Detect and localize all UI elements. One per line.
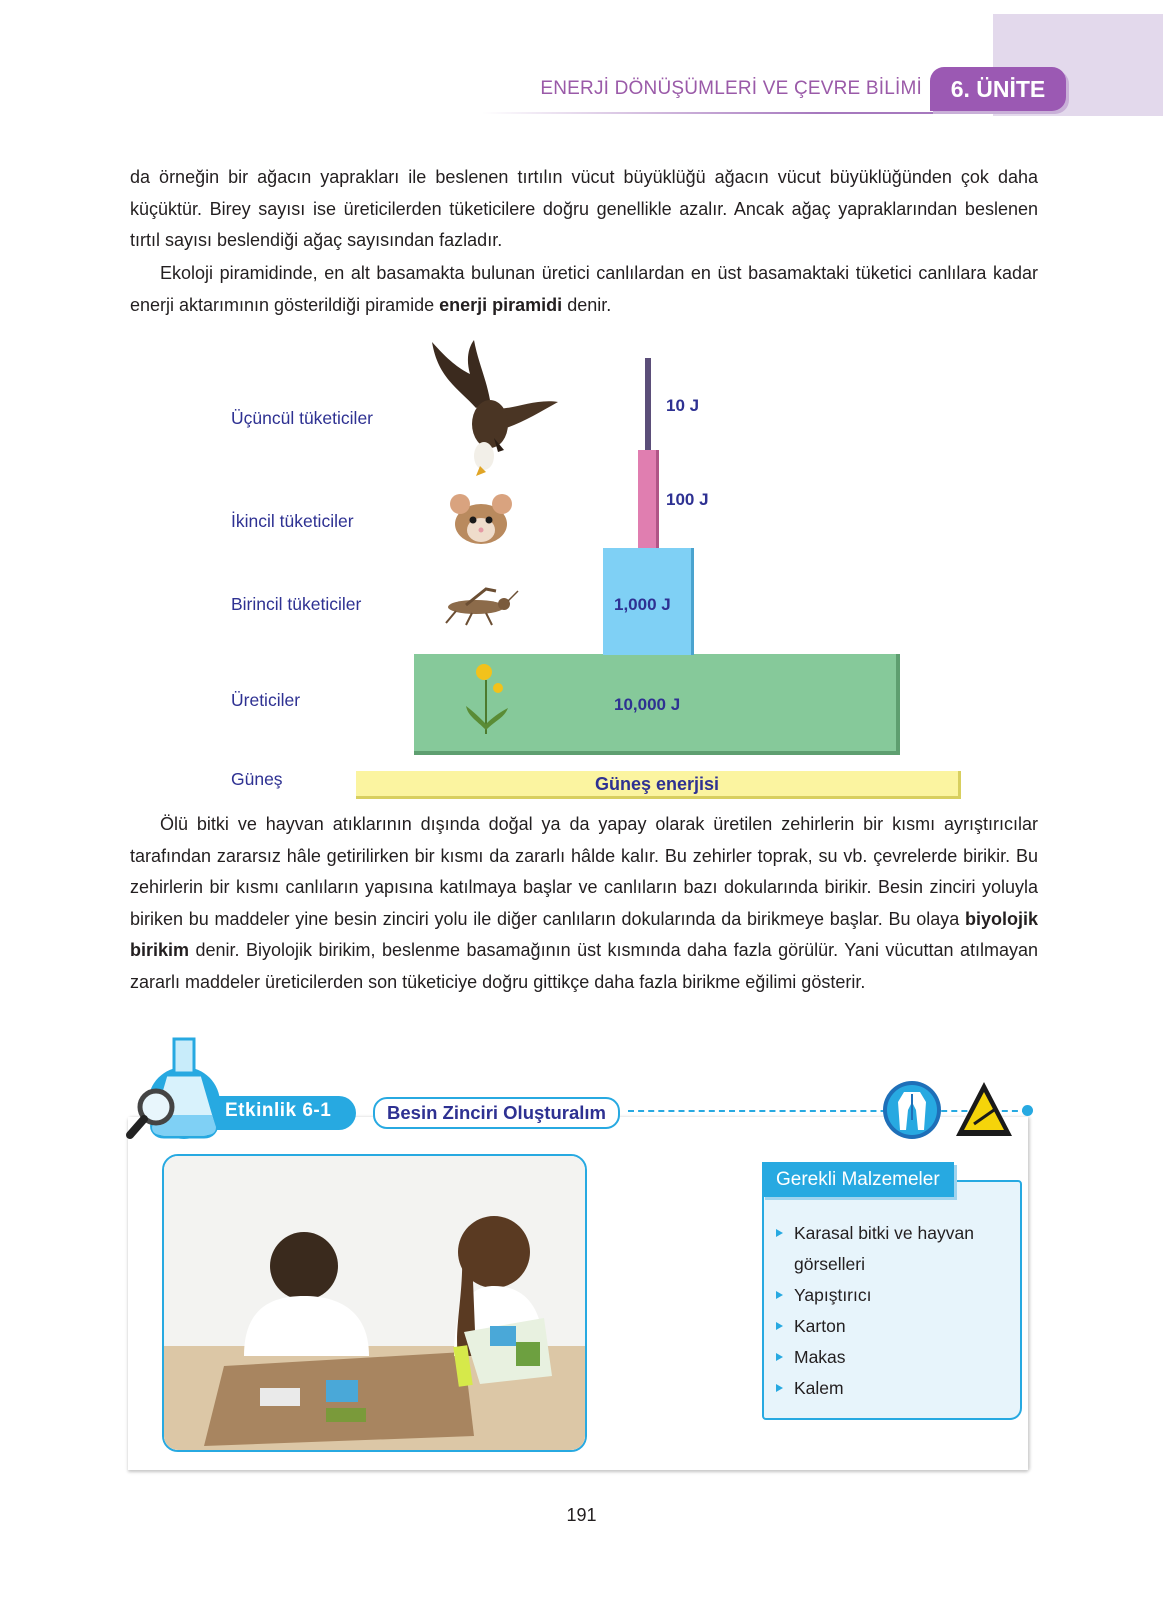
energy-value-tertiary: 10 J [666,396,700,415]
level-label-primary: Birincil tüketiciler [231,594,362,614]
page-number: 191 [566,1505,597,1525]
energy-value-primary: 1,000 J [614,595,671,614]
activity-line-dot [1022,1105,1033,1116]
secondary-consumers-bar [638,450,659,548]
energy-value-secondary: 100 J [666,490,709,509]
activity-label: Etkinlik 6-1 [225,1100,332,1121]
unit-badge: 6. ÜNİTE [930,67,1066,111]
level-label-sun: Güneş [231,769,283,789]
energy-value-producers: 10,000 J [614,695,681,714]
header-rule [482,112,1042,114]
term-biological-accumulation: biyolojik birikim [130,908,1038,960]
tertiary-consumers-bar [645,358,651,450]
grasshopper-icon [436,587,520,627]
paragraph-2-text: Ekoloji piramidinde, en alt basamakta bulunan üretici canlılardan en üst basamaktaki tüketici canlılara kadar enerji aktarımının gösterildiği piramide [130,263,1038,315]
materials-list [774,1218,1018,1404]
material-item: Makas [774,1342,1018,1373]
materials-title: Gerekli Malzemeler [762,1162,954,1197]
sun-energy-bar: Güneş enerjisi [356,771,961,799]
term-energy-pyramid: enerji piramidi [439,294,563,315]
students-activity-photo [162,1154,587,1452]
activity-title: Besin Zinciri Oluşturalım [373,1097,620,1129]
material-item: Kalem [774,1373,1018,1404]
students-activity-illustration [164,1156,587,1452]
eagle-icon [428,338,562,478]
level-label-tertiary: Üçüncül tüketiciler [231,408,373,428]
material-item: Yapıştırıcı [774,1280,1018,1311]
paragraph-1: da örneğin bir ağacın yaprakları ile beslenen tırtılın vücut büyüklüğü ağacın vücut büyüklüğünden çok daha küçüktür. Birey sayısı ise üreticilerden tüketicilere doğru genellikle azalır. Ancak ağaç yapraklarından beslenen tırtıl sayısı beslendiği ağaç sayısından fazladır. [130,167,1038,250]
unit-title: ENERJİ DÖNÜŞÜMLERİ VE ÇEVRE BİLİMİ [540,78,922,99]
mouse-icon [446,490,516,550]
dandelion-icon [462,660,512,740]
level-label-producers: Üreticiler [231,690,301,710]
paragraph-2 [130,258,1038,321]
paragraph-3 [130,809,1038,998]
paragraph-2-end: denir. [562,294,612,315]
flask-magnifier-icon [126,1035,226,1145]
paragraph-3-end: denir. Biyolojik birikim, beslenme basamağının üst kısmında daha fazla görülür. Yani vücuttan atılmayan zararlı maddeler üreticilerden son tüketiciye doğru gittikçe daha fazla birikme eğilimi gösterir. [130,940,1038,992]
paragraph-3-text: Ölü bitki ve hayvan atıklarının dışında doğal ya da yapay olarak üretilen zehirlerin bir kısmı ayrıştırıcılar tarafından zararsız hâle getirilirken bir kısmı da zararlı hâlde kalır. Bu zehirler toprak, su vb. çevrelerde birikir. Bu zehirlerin bir kısmı canlıların yapısına katılmaya başlar ve canlıların bazı dokularında birikir. Besin zinciri yoluyla biriken bu maddeler yine besin zinciri yolu ile diğer canlıların dokularında da birikmeye başlar. Bu olaya [130,814,1038,929]
level-label-secondary: İkincil tüketiciler [231,511,354,531]
warning-sharp-tool-icon [954,1080,1014,1138]
lab-coat-safety-icon [882,1080,942,1140]
material-item: Karton [774,1311,1018,1342]
material-item: Karasal bitki ve hayvan görselleri [774,1218,1018,1280]
